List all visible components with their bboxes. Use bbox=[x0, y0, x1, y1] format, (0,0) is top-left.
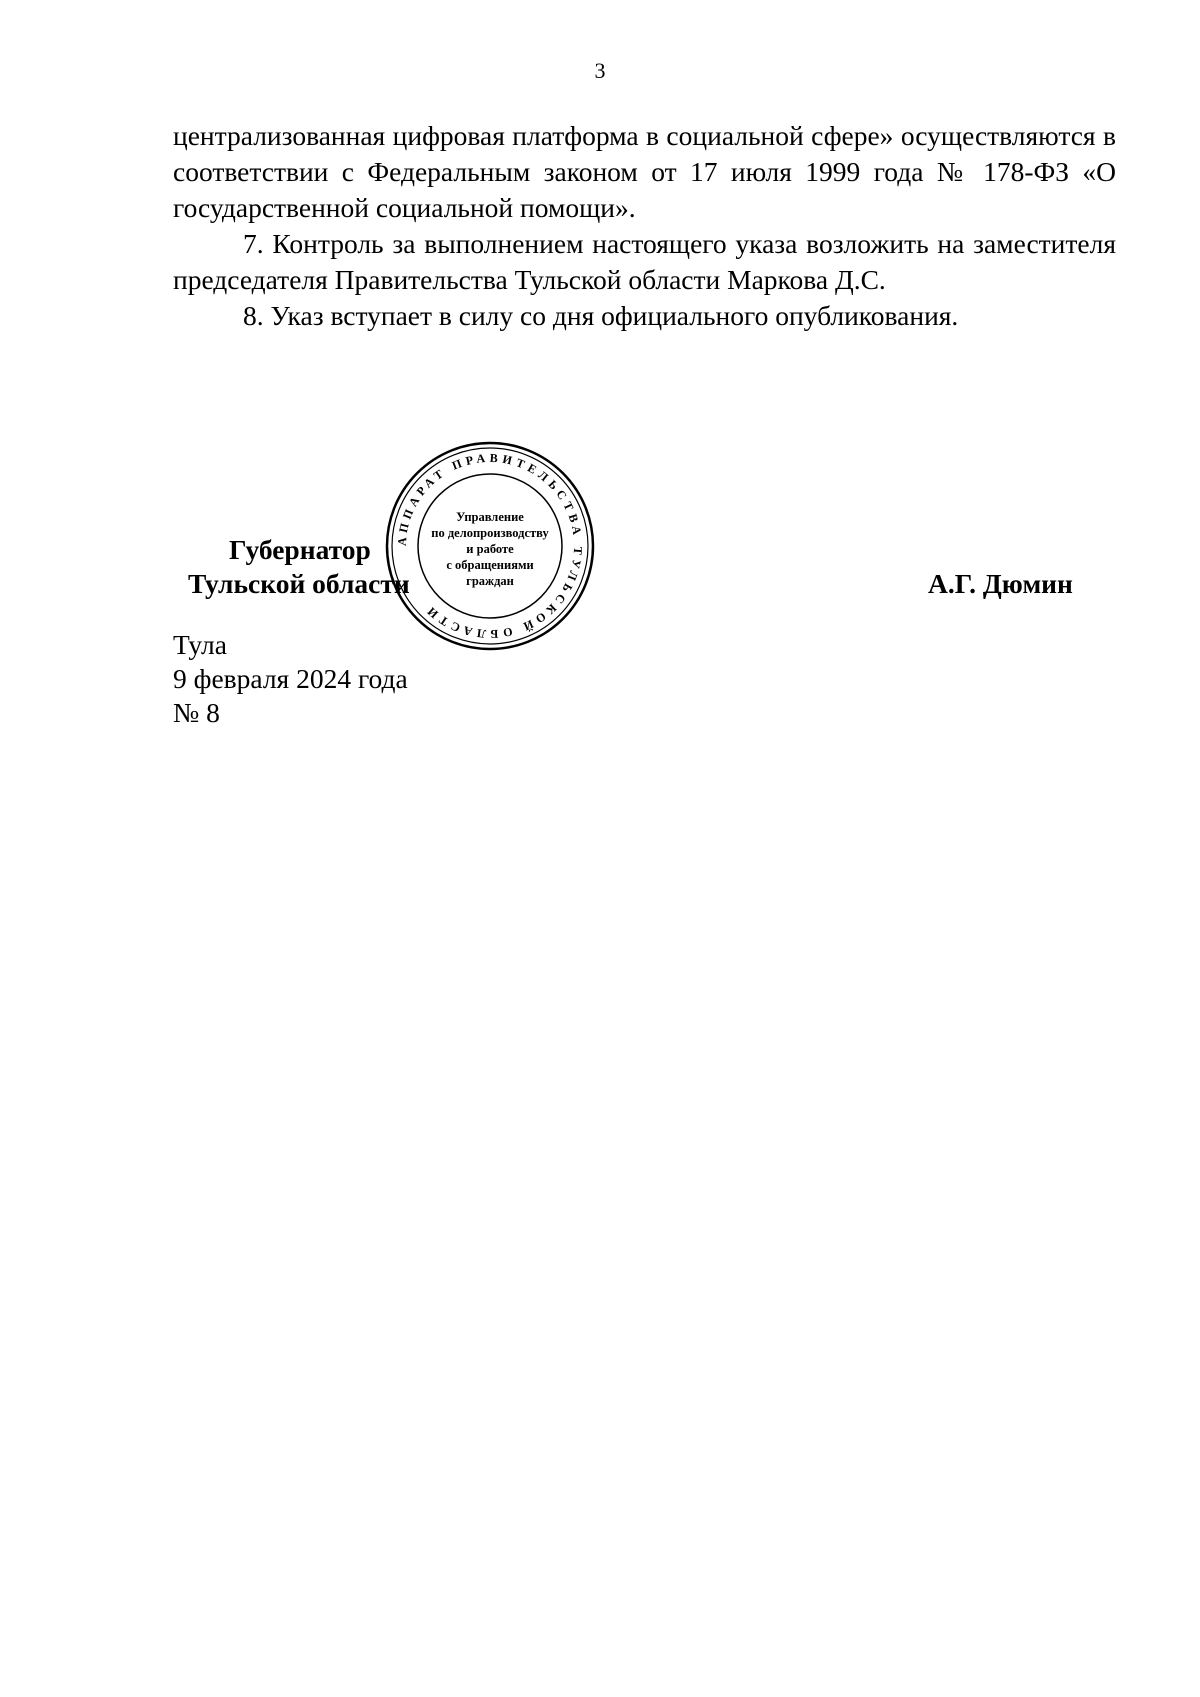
document-number: № 8 bbox=[173, 697, 220, 728]
official-seal-stamp bbox=[385, 441, 595, 651]
signatory-title-line1: Губернатор bbox=[229, 534, 371, 565]
signatory-name: А.Г. Дюмин bbox=[928, 568, 1073, 599]
document-metadata bbox=[173, 628, 408, 730]
paragraph-item-7: 7. Контроль за выполнением настоящего указа возложить на заместителя председателя Правительства Тульской области Маркова Д.С. bbox=[173, 228, 1116, 295]
paragraph-continuation: централизованная цифровая платформа в социальной сфере» осуществляются в соответствии с Федеральным законом от 17 июля 1999 года № 178-ФЗ «О государственной социальной помощи». bbox=[173, 120, 1116, 223]
document-body bbox=[173, 118, 1116, 334]
seal-inner-line-3: и работе bbox=[466, 542, 514, 556]
paragraph-item-8: 8. Указ вступает в силу со дня официального опубликования. bbox=[243, 300, 959, 331]
seal-inner-line-4: с обращениями bbox=[446, 558, 534, 572]
seal-inner-line-2: по делопроизводству bbox=[431, 526, 549, 540]
seal-ring-textpath: АППАРАТ ПРАВИТЕЛЬСТВА ТУЛЬСКОЙ ОБЛАСТИ bbox=[394, 450, 586, 642]
document-city: Тула bbox=[173, 629, 227, 660]
signatory-title-line2: Тульской области bbox=[188, 568, 410, 599]
document-date: 9 февраля 2024 года bbox=[173, 663, 408, 694]
seal-inner-line-5: граждан bbox=[466, 574, 514, 588]
page-number: 3 bbox=[594, 58, 606, 83]
seal-inner-line-1: Управление bbox=[456, 510, 524, 524]
